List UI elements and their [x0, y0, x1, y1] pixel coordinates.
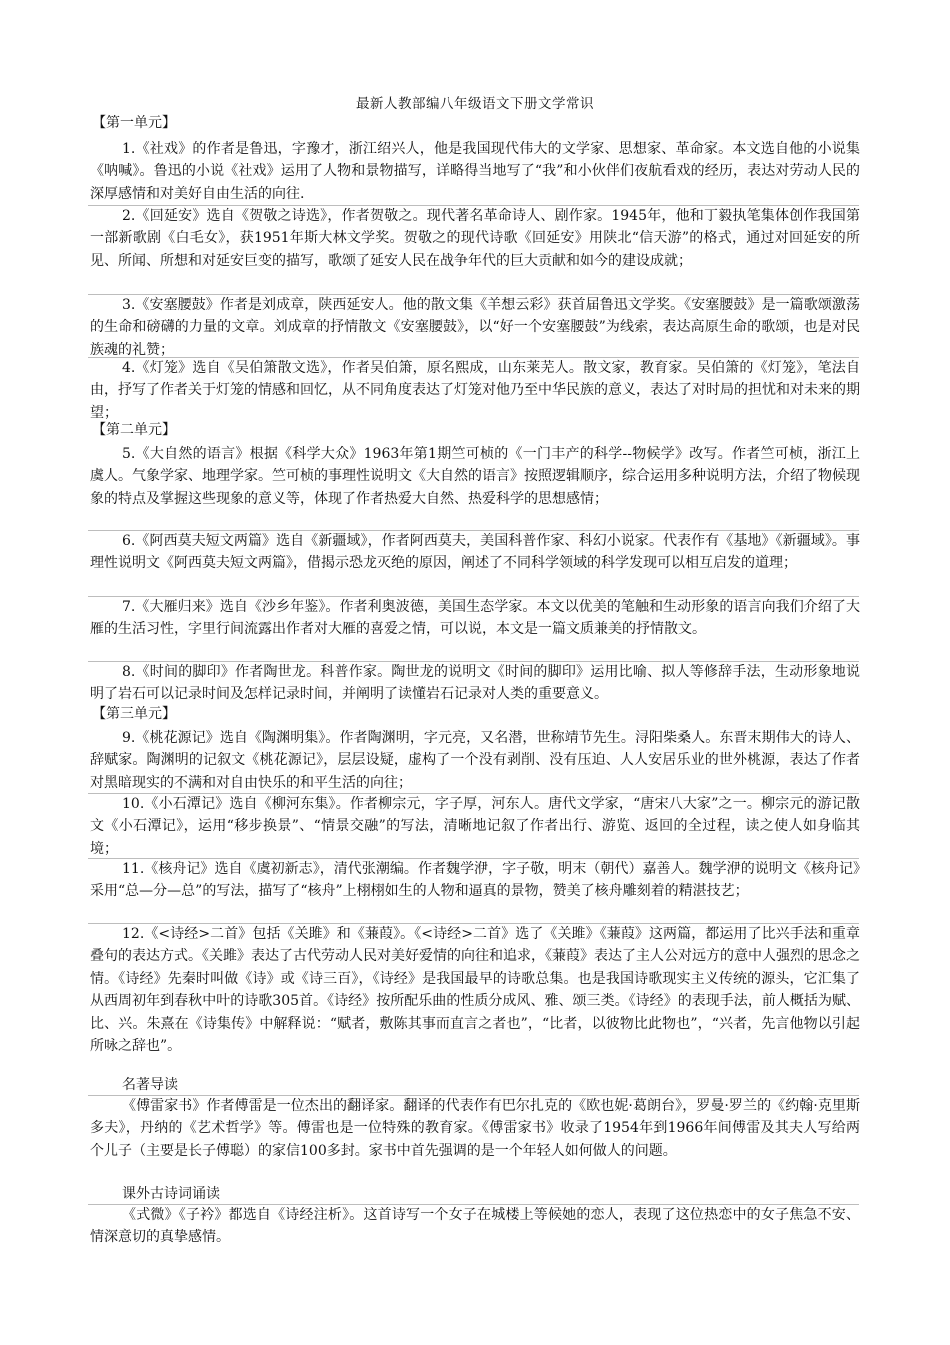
paragraph-10: 10.《小石潭记》选自《柳河东集》。作者柳宗元，字子厚，河东人。唐代文学家，“唐宋八大家”之一。柳宗元的游记散文《小石潭记》，运用“移步换景”、“情景交融”的写法，清晰地记叙了作者出行、游览、返回的全过程，读之使人如身临其境； [90, 796, 860, 857]
paragraph-11: 11.《核舟记》选自《虞初新志》，清代张潮编。作者魏学洢，字子敬，明末（朝代）嘉善人。魏学洢的说明文《核舟记》采用“总—分—总”的写法，描写了“核舟”上栩栩如生的人物和逼真的景物，赞美了核舟雕刻着的精湛技艺； [90, 861, 860, 900]
unit-heading-3: 【第三单元】 [92, 706, 176, 722]
unit-heading-2: 【第二单元】 [92, 422, 176, 438]
paragraph-9: 9.《桃花源记》选自《陶渊明集》。作者陶渊明，字元亮，又名潜，世称靖节先生。浔阳柴桑人。东晋末期伟大的诗人、辞赋家。陶渊明的记叙文《桃花源记》，层层设疑，虚构了一个没有剥削、没有压迫、人人安居乐业的世外桃源，表达了作者对黑暗现实的不满和对自由快乐的和平生活的向往； [90, 730, 860, 791]
paragraph-1: 1.《社戏》的作者是鲁迅，字豫才，浙江绍兴人，他是我国现代伟大的文学家、思想家、革命家。本文选自他的小说集《呐喊》。鲁迅的小说《社戏》运用了人物和景物描写，详略得当地写了“我”和小伙伴们夜航看戏的经历，表达对劳动人民的深厚感情和对美好自由生活的向往. [90, 141, 860, 202]
poems-paragraph: 《式微》《子衿》都选自《诗经注析》。这首诗写一个女子在城楼上等候她的恋人，表现了这位热恋中的女子焦急不安、情深意切的真挚感情。 [90, 1207, 860, 1246]
page-title: 最新人教部编八年级语文下册文学常识 [356, 96, 594, 112]
paragraph-7: 7.《大雁归来》选自《沙乡年鉴》。作者利奥波德，美国生态学家。本文以优美的笔触和生动形象的语言向我们介绍了大雁的生活习性，字里行间流露出作者对大雁的喜爱之情，可以说，本文是一篇文质兼美的抒情散文。 [90, 599, 860, 638]
reading-heading: 名著导读 [122, 1077, 178, 1093]
poems-heading: 课外古诗词诵读 [122, 1186, 220, 1202]
paragraph-12: 12.《<诗经>二首》包括《关雎》和《蒹葭》。《<诗经>二首》选了《关雎》《蒹葭》这两篇，都运用了比兴手法和重章叠句的表达方式。《关雎》表达了古代劳动人民对美好爱情的向往和追求，《蒹葭》表达了主人公对远方的意中人强烈的思念之情。《诗经》先秦时叫做《诗》或《诗三百》，《诗经》是我国最早的诗歌总集。也是我国诗歌现实主义传统的源头，它汇集了从西周初年到春秋中叶的诗歌305首。《诗经》按所配乐曲的性质分成风、雅、颂三类。《诗经》的表现手法，前人概括为赋、比、兴。朱熹在《诗集传》中解释说：“赋者，敷陈其事而直言之者也”，“比者，以彼物比此物也”，“兴者，先言他物以引起所咏之辞也”。 [90, 926, 860, 1055]
paragraph-8: 8.《时间的脚印》作者陶世龙。科普作家。陶世龙的说明文《时间的脚印》运用比喻、拟人等修辞手法，生动形象地说明了岩石可以记录时间及怎样记录时间，并阐明了读懂岩石记录对人类的重要意义。 [90, 664, 860, 703]
reading-paragraph: 《傅雷家书》作者傅雷是一位杰出的翻译家。翻译的代表作有巴尔扎克的《欧也妮·葛朗台》，罗曼·罗兰的《约翰·克里斯多夫》，丹纳的《艺术哲学》等。傅雷也是一位特殊的教育家。《傅雷家书》收录了1954年到1966年间傅雷及其夫人写给两个儿子（主要是长子傅聪）的家信100多封。家书中首先强调的是一个年轻人如何做人的问题。 [90, 1098, 860, 1159]
paragraph-6: 6.《阿西莫夫短文两篇》选自《新疆域》，作者阿西莫夫，美国科普作家、科幻小说家。代表作有《基地》《新疆域》。事理性说明文《阿西莫夫短文两篇》，借揭示恐龙灭绝的原因，阐述了不同科学领域的科学发现可以相互启发的道理； [90, 533, 860, 572]
paragraph-2: 2.《回延安》选自《贺敬之诗选》，作者贺敬之。现代著名革命诗人、剧作家。1945年，他和丁毅执笔集体创作我国第一部新歌剧《白毛女》，获1951年斯大林文学奖。贺敬之的现代诗歌《回延安》用陕北“信天游”的格式，通过对回延安的所见、所闻、所想和对延安巨变的描写，歌颂了延安人民在战争年代的巨大贡献和如今的建设成就； [90, 208, 860, 269]
paragraph-3: 3.《安塞腰鼓》作者是刘成章，陕西延安人。他的散文集《羊想云彩》获首届鲁迅文学奖。《安塞腰鼓》是一篇歌颂激荡的生命和磅礴的力量的文章。刘成章的抒情散文《安塞腰鼓》，以“好一个安塞腰鼓”为线索，表达高原生命的歌颂，也是对民族魂的礼赞； [90, 297, 860, 358]
paragraph-4: 4.《灯笼》选自《吴伯箫散文选》，作者吴伯箫，原名熙成，山东莱芜人。散文家，教育家。吴伯箫的《灯笼》，笔法自由，抒写了作者关于灯笼的情感和回忆，从不同角度表达了灯笼对他乃至中华民族的意义，表达了对时局的担忧和对未来的期望； [90, 360, 860, 421]
unit-heading-1: 【第一单元】 [92, 115, 176, 131]
paragraph-5: 5.《大自然的语言》根据《科学大众》1963年第1期竺可桢的《一门丰产的科学--物候学》改写。作者竺可桢，浙江上虞人。气象学家、地理学家。竺可桢的事理性说明文《大自然的语言》按照逻辑顺序，综合运用多种说明方法，介绍了物候现象的特点及掌握这些现象的意义等，体现了作者热爱大自然、热爱科学的思想感情； [90, 446, 860, 507]
